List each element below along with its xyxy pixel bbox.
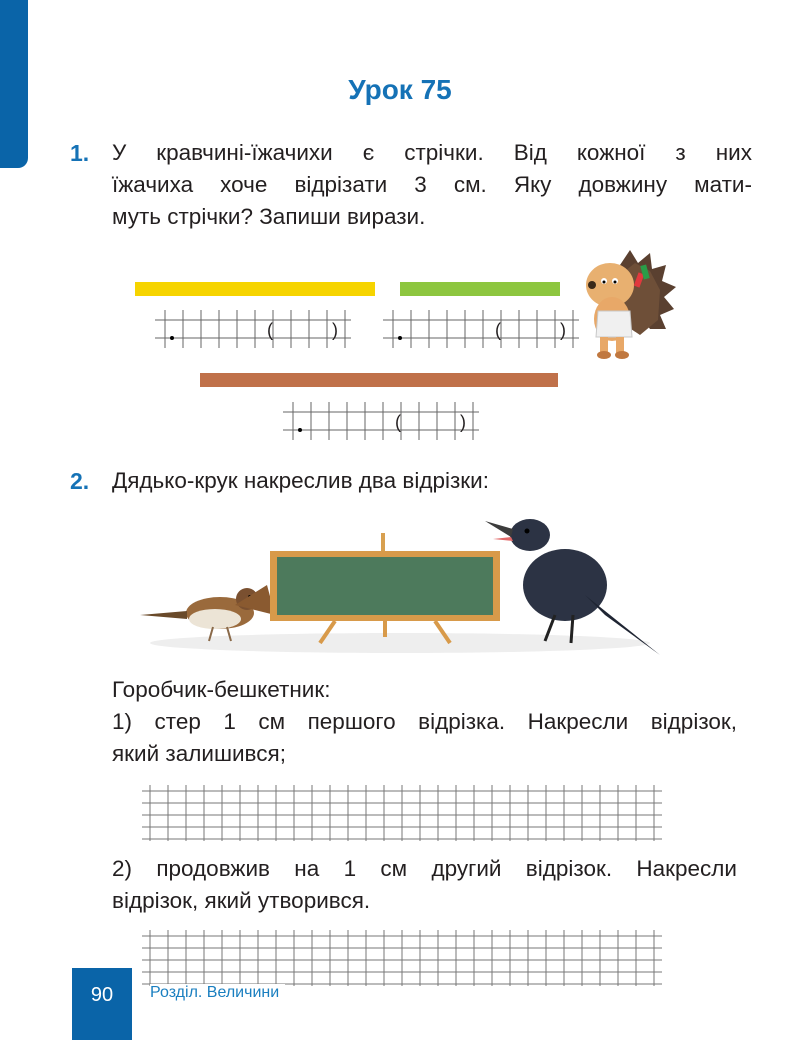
grid-dot [170, 336, 174, 340]
task1-text [112, 137, 752, 233]
hedgehog-illustration [580, 245, 680, 365]
task1-line: У кравчині-їжачихи є стрічки. Від кожної з них [112, 140, 752, 165]
lesson-title: Урок 75 [348, 74, 452, 105]
task2-step1 [112, 706, 737, 770]
step1-line: 1) стер 1 см першого відрізка. Накресли відрізок, [112, 709, 737, 734]
grid-dot [398, 336, 402, 340]
task2-intro: Дядько-крук накреслив два відрізки: [112, 468, 489, 493]
step1-line: який залишився; [112, 741, 286, 766]
close-paren: ) [560, 320, 566, 340]
grid-dot [298, 428, 302, 432]
task1-line: їжачиха хоче відрізати 3 см. Яку довжину мати- [112, 172, 752, 197]
brown-ribbon [200, 373, 558, 387]
page-number: 90 [90, 984, 114, 1006]
step2-line: відрізок, який утворився. [112, 888, 371, 913]
task1-line: муть стрічки? Запиши вирази. [112, 204, 426, 229]
answer-grid-yellow[interactable] [155, 310, 355, 350]
close-paren: ) [332, 320, 338, 340]
answer-grid-green[interactable] [383, 310, 583, 350]
green-ribbon [400, 282, 560, 296]
step2-line: 2) продовжив на 1 см другий відрізок. Накресли [112, 856, 737, 881]
birds-and-board-illustration [135, 515, 665, 655]
task2-number: 2. [70, 468, 90, 494]
open-paren: ( [495, 320, 501, 340]
task2-heading: Горобчик-бешкетник: [112, 677, 331, 702]
sparrow-illustration [140, 585, 275, 641]
close-paren: ) [460, 412, 466, 432]
drawing-grid-2[interactable] [142, 930, 664, 986]
open-paren: ( [395, 412, 401, 432]
open-paren: ( [267, 320, 273, 340]
task1-number: 1. [70, 140, 90, 166]
answer-grid-brown[interactable] [283, 402, 483, 442]
task2-step2 [112, 853, 737, 917]
yellow-ribbon [135, 282, 375, 296]
section-footer: Розділ. Величини [150, 984, 285, 1002]
drawing-grid-1[interactable] [142, 785, 664, 841]
chalkboard-illustration [270, 533, 500, 643]
